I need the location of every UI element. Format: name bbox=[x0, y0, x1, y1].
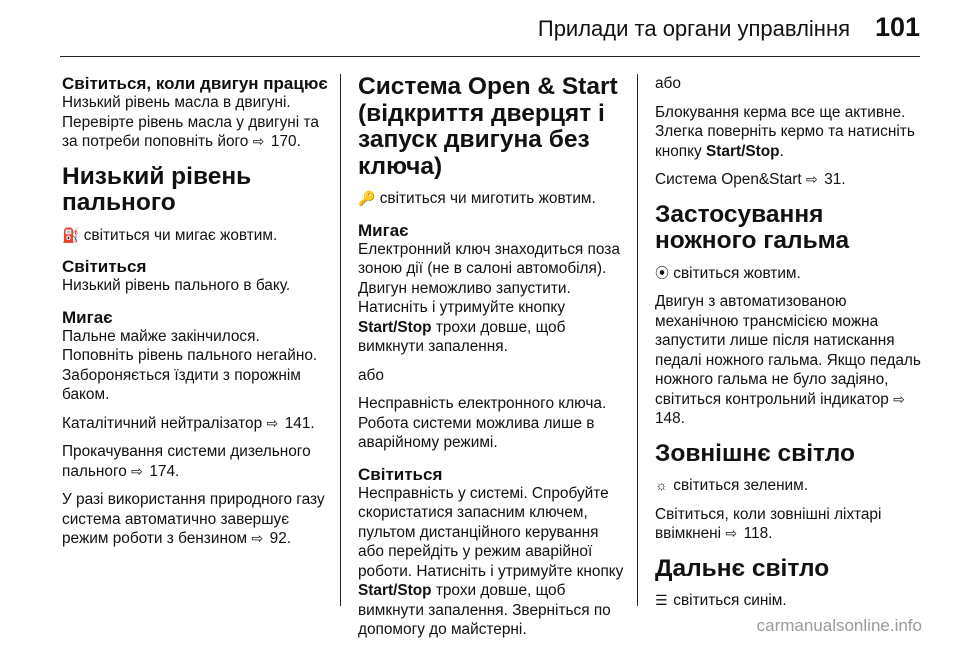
ref-arrow-icon: ⇨ bbox=[805, 171, 818, 187]
text-gas bbox=[62, 490, 330, 549]
catalyst-label: Каталітичний нейтралізатор bbox=[62, 414, 263, 432]
system-fault-text: Несправність у системі. Спробуйте скористатися запасним ключем, пультом дистанційного керування або перейдіть у режим аварійної роботи. Натисніть і утримуйте кнопку bbox=[358, 484, 624, 580]
exterior-light-icon: ☼ bbox=[655, 477, 668, 493]
text-ext bbox=[655, 505, 923, 544]
ext-text: Світиться, коли зовнішні ліхтарі ввімкнені bbox=[655, 505, 882, 542]
ref-arrow-icon: ⇨ bbox=[131, 462, 143, 479]
heading-low-fuel: Низький рівень пального bbox=[62, 162, 252, 216]
column-1 bbox=[62, 74, 330, 558]
open-desc: світиться чи миготить жовтим. bbox=[379, 190, 596, 207]
ref-arrow-icon: ⇨ bbox=[252, 133, 265, 149]
start-stop-label: Start/Stop bbox=[358, 318, 432, 336]
text-key-fault: Несправність електронного ключа. Робота системи можлива лише в аварійному режимі. bbox=[358, 395, 607, 451]
column-3 bbox=[655, 74, 923, 620]
heading-flash: Мигає bbox=[62, 307, 113, 327]
text-fuel-indicator bbox=[62, 226, 330, 246]
ref-page[interactable]: 148. bbox=[655, 410, 685, 427]
page-number: 101 bbox=[874, 12, 920, 42]
page-header bbox=[0, 0, 960, 58]
high-beam-icon: ☰ bbox=[655, 592, 668, 608]
text-brake-indicator bbox=[655, 264, 923, 284]
heading-lit: Світиться bbox=[62, 257, 147, 276]
text-catalyst bbox=[62, 414, 330, 434]
heading-foot-brake: Застосування ножного гальма bbox=[655, 200, 850, 254]
start-stop-label: Start/Stop bbox=[358, 582, 432, 599]
text-open-start-ref bbox=[655, 170, 923, 190]
watermark: carmanualsonline.info bbox=[756, 616, 922, 635]
ref-arrow-icon: ⇨ bbox=[251, 530, 264, 546]
ext-desc: світиться зеленим. bbox=[673, 477, 809, 494]
column-2 bbox=[358, 74, 626, 649]
heading-lit: Світиться bbox=[358, 464, 443, 484]
text-steering-lock bbox=[655, 103, 923, 162]
ref-page[interactable]: 141. bbox=[284, 414, 315, 432]
brake-text: Двигун з автоматизованою механічною трансмісією можна запустити лише після натискання педалі ножного гальма. Якщо педаль ножного гальма не було задіяно, світиться контрольний індикатор bbox=[655, 293, 921, 408]
header-rule bbox=[60, 56, 920, 57]
heading-exterior-light: Зовнішнє світло bbox=[655, 439, 855, 467]
column-divider-2 bbox=[637, 74, 638, 606]
ref-arrow-icon: ⇨ bbox=[725, 525, 738, 541]
steering-lock-text: Блокування керма все ще активне. Злегка поверніть кермо та натисніть кнопку bbox=[655, 103, 915, 160]
text-system-fault bbox=[358, 484, 626, 640]
text-lit: Низький рівень пального в баку. bbox=[62, 277, 291, 294]
heading-flash: Мигає bbox=[358, 220, 409, 240]
period: . bbox=[779, 142, 784, 160]
system-fault-text-end: трохи довше, щоб вимкнути запалення. Зверніться по допомогу до майстерні. bbox=[358, 582, 611, 638]
text-high-indicator bbox=[655, 591, 923, 611]
ref-page[interactable]: 92. bbox=[269, 530, 292, 547]
text-or: або bbox=[358, 366, 384, 384]
text-flash: Пальне майже закінчилося. Поповніть рівень пального негайно. Забороняється їздити з порожнім баком. bbox=[62, 327, 318, 403]
ref-arrow-icon: ⇨ bbox=[266, 414, 279, 431]
open-start-label: Система Open&Start bbox=[655, 171, 802, 188]
key-icon: 🔑 bbox=[358, 190, 376, 206]
brake-icon: ⦿ bbox=[655, 264, 669, 281]
header-title: Прилади та органи управління bbox=[537, 16, 850, 41]
ref-page[interactable]: 118. bbox=[743, 525, 773, 542]
high-desc: світиться синім. bbox=[673, 592, 787, 609]
text-ext-indicator bbox=[655, 476, 923, 496]
ref-page[interactable]: 31. bbox=[824, 171, 846, 188]
heading-high-beam: Дальнє світло bbox=[655, 554, 830, 582]
text-open-indicator bbox=[358, 189, 626, 209]
ref-arrow-icon: ⇨ bbox=[893, 390, 905, 407]
fuel-pump-icon: ⛽ bbox=[62, 226, 80, 243]
text-brake bbox=[655, 292, 923, 429]
diesel-label: Прокачування системи дизельного пального bbox=[62, 443, 311, 480]
text-or: або bbox=[655, 75, 681, 92]
key-range-text-end: трохи довше, щоб вимкнути запалення. bbox=[358, 318, 566, 355]
text-runs-body: Низький рівень масла в двигуні. Перевірте рівень масла у двигуні та за потреби поповніть його bbox=[62, 94, 319, 150]
ref-page[interactable]: 170. bbox=[270, 133, 301, 150]
start-stop-label: Start/Stop bbox=[706, 142, 780, 160]
gas-label: У разі використання природного газу система автоматично завершує режим роботи з бензином bbox=[62, 491, 325, 547]
text-runs bbox=[62, 93, 330, 152]
brake-desc: світиться жовтим. bbox=[673, 264, 801, 282]
text-diesel bbox=[62, 442, 330, 481]
key-range-text: Електронний ключ знаходиться поза зоною дії (не в салоні автомобіля). Двигун неможливо запустити. Натисніть і утримуйте кнопку bbox=[358, 240, 620, 316]
heading-runs: Світиться, коли двигун працює bbox=[62, 74, 328, 93]
fuel-desc: світиться чи мигає жовтим. bbox=[83, 226, 278, 244]
heading-open-start: Система Open & Start (відкриття дверцят і запуск двигуна без ключа) bbox=[358, 73, 618, 180]
text-key-out-of-range bbox=[358, 240, 626, 357]
column-divider-1 bbox=[340, 74, 341, 606]
ref-page[interactable]: 174. bbox=[149, 462, 180, 480]
